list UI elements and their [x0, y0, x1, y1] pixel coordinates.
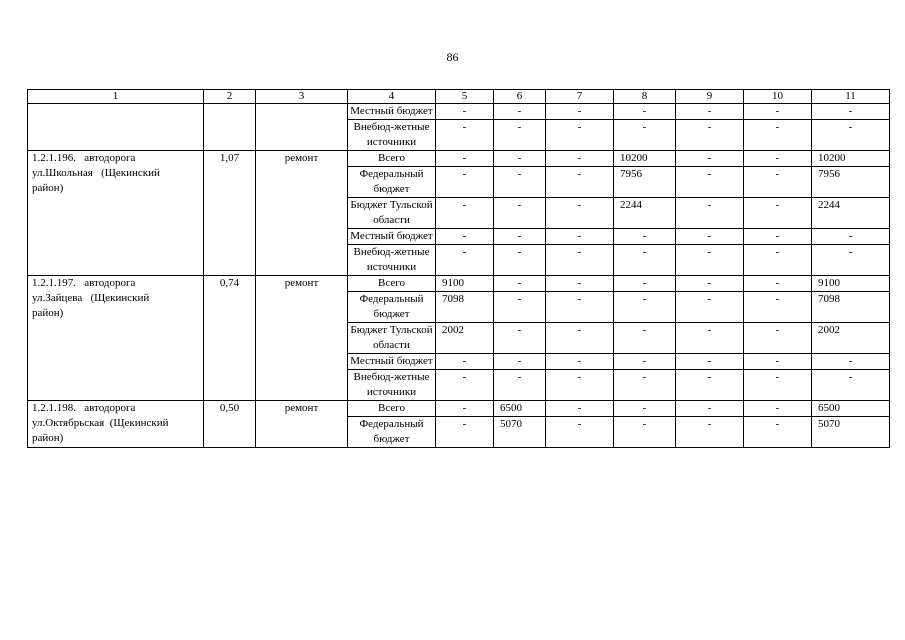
- column-header-9: 9: [676, 90, 744, 104]
- value-cell: 7098: [436, 292, 494, 323]
- value-cell: -: [436, 120, 494, 151]
- value-cell: 9100: [436, 276, 494, 292]
- value-cell: -: [676, 292, 744, 323]
- value-cell: -: [744, 198, 812, 229]
- value-cell: -: [436, 370, 494, 401]
- value-cell: -: [436, 151, 494, 167]
- value-cell: -: [744, 151, 812, 167]
- value-cell: 2002: [436, 323, 494, 354]
- item-name-cell: [28, 276, 204, 401]
- table-row: [28, 276, 890, 292]
- value-cell: -: [676, 120, 744, 151]
- column-header-11: 11: [812, 90, 890, 104]
- value-cell: -: [494, 245, 546, 276]
- column-header-2: 2: [204, 90, 256, 104]
- item-name-line: 1.2.1.197. автодорога: [32, 277, 136, 289]
- value-cell: -: [494, 151, 546, 167]
- value-cell: -: [614, 276, 676, 292]
- funding-source-cell: Всего: [348, 276, 436, 292]
- value-cell: -: [614, 370, 676, 401]
- value-cell: -: [744, 229, 812, 245]
- value-cell: 10200: [812, 151, 890, 167]
- funding-source-cell: Внебюд-жетные источники: [348, 120, 436, 151]
- item-name-line: ул.Школьная (Щекинский: [32, 167, 160, 179]
- item-name-line: район): [32, 432, 64, 444]
- value-cell: 10200: [614, 151, 676, 167]
- value-cell: -: [812, 120, 890, 151]
- header-row: [28, 90, 890, 104]
- value-cell: -: [744, 401, 812, 417]
- funding-source-cell: Местный бюджет: [348, 229, 436, 245]
- value-cell: -: [546, 167, 614, 198]
- value-cell: -: [436, 417, 494, 448]
- work-type-cell: ремонт: [256, 151, 348, 276]
- value-cell: -: [744, 120, 812, 151]
- value-cell: -: [494, 120, 546, 151]
- item-name-cell: [28, 104, 204, 151]
- value-cell: -: [546, 104, 614, 120]
- value-cell: -: [546, 198, 614, 229]
- table-body: [28, 104, 890, 448]
- column-header-6: 6: [494, 90, 546, 104]
- value-cell: -: [614, 245, 676, 276]
- value-cell: -: [744, 417, 812, 448]
- funding-source-cell: Местный бюджет: [348, 104, 436, 120]
- funding-source-cell: Бюджет Тульской области: [348, 198, 436, 229]
- value-cell: -: [676, 151, 744, 167]
- value-cell: -: [744, 276, 812, 292]
- value-cell: -: [676, 370, 744, 401]
- value-cell: -: [614, 292, 676, 323]
- work-type-cell: ремонт: [256, 276, 348, 401]
- value-cell: -: [494, 104, 546, 120]
- value-cell: -: [546, 370, 614, 401]
- value-cell: -: [494, 323, 546, 354]
- value-cell: 6500: [494, 401, 546, 417]
- column-header-1: 1: [28, 90, 204, 104]
- table-row: [28, 104, 890, 120]
- column-header-4: 4: [348, 90, 436, 104]
- value-cell: 6500: [812, 401, 890, 417]
- value-cell: -: [494, 370, 546, 401]
- value-cell: -: [676, 401, 744, 417]
- value-cell: -: [546, 292, 614, 323]
- value-cell: -: [812, 245, 890, 276]
- value-cell: -: [676, 323, 744, 354]
- column-header-10: 10: [744, 90, 812, 104]
- value-cell: -: [744, 323, 812, 354]
- funding-source-cell: Внебюд-жетные источники: [348, 245, 436, 276]
- length-cell: [204, 104, 256, 151]
- funding-source-cell: Федеральный бюджет: [348, 292, 436, 323]
- value-cell: -: [812, 229, 890, 245]
- value-cell: -: [676, 198, 744, 229]
- length-cell: 0,74: [204, 276, 256, 401]
- value-cell: -: [676, 229, 744, 245]
- length-cell: 1,07: [204, 151, 256, 276]
- value-cell: -: [546, 245, 614, 276]
- value-cell: -: [676, 276, 744, 292]
- value-cell: -: [812, 370, 890, 401]
- value-cell: -: [546, 276, 614, 292]
- value-cell: 7098: [812, 292, 890, 323]
- value-cell: -: [436, 198, 494, 229]
- value-cell: -: [546, 354, 614, 370]
- value-cell: 5070: [494, 417, 546, 448]
- item-name-line: 1.2.1.196. автодорога: [32, 152, 136, 164]
- funding-source-cell: Федеральный бюджет: [348, 417, 436, 448]
- value-cell: -: [436, 401, 494, 417]
- item-name-line: район): [32, 307, 64, 319]
- table-row: [28, 401, 890, 417]
- value-cell: -: [744, 167, 812, 198]
- value-cell: 2244: [614, 198, 676, 229]
- value-cell: -: [744, 370, 812, 401]
- value-cell: -: [436, 354, 494, 370]
- funding-source-cell: Федеральный бюджет: [348, 167, 436, 198]
- value-cell: -: [614, 354, 676, 370]
- value-cell: -: [546, 229, 614, 245]
- column-header-3: 3: [256, 90, 348, 104]
- item-name-line: ул.Октябрьская (Щекинский: [32, 417, 169, 429]
- value-cell: -: [744, 104, 812, 120]
- value-cell: -: [436, 104, 494, 120]
- item-name-cell: [28, 401, 204, 448]
- value-cell: -: [744, 245, 812, 276]
- item-name-line: ул.Зайцева (Щекинский: [32, 292, 150, 304]
- funding-source-cell: Внебюд-жетные источники: [348, 370, 436, 401]
- value-cell: 9100: [812, 276, 890, 292]
- value-cell: -: [436, 229, 494, 245]
- value-cell: -: [614, 104, 676, 120]
- value-cell: -: [614, 401, 676, 417]
- value-cell: 7956: [812, 167, 890, 198]
- funding-source-cell: Всего: [348, 151, 436, 167]
- value-cell: -: [744, 354, 812, 370]
- budget-table: [27, 89, 890, 448]
- value-cell: -: [494, 292, 546, 323]
- value-cell: 7956: [614, 167, 676, 198]
- value-cell: -: [676, 167, 744, 198]
- value-cell: -: [546, 323, 614, 354]
- value-cell: -: [494, 354, 546, 370]
- funding-source-cell: Бюджет Тульской области: [348, 323, 436, 354]
- value-cell: 5070: [812, 417, 890, 448]
- value-cell: -: [676, 245, 744, 276]
- value-cell: -: [436, 167, 494, 198]
- value-cell: -: [614, 120, 676, 151]
- value-cell: -: [676, 104, 744, 120]
- work-type-cell: ремонт: [256, 401, 348, 448]
- funding-source-cell: Местный бюджет: [348, 354, 436, 370]
- value-cell: -: [614, 323, 676, 354]
- value-cell: -: [494, 229, 546, 245]
- length-cell: 0,50: [204, 401, 256, 448]
- value-cell: -: [812, 104, 890, 120]
- value-cell: -: [494, 167, 546, 198]
- column-header-7: 7: [546, 90, 614, 104]
- item-name-line: район): [32, 182, 64, 194]
- work-type-cell: [256, 104, 348, 151]
- value-cell: -: [546, 401, 614, 417]
- funding-source-cell: Всего: [348, 401, 436, 417]
- value-cell: -: [546, 120, 614, 151]
- value-cell: -: [614, 417, 676, 448]
- value-cell: -: [614, 229, 676, 245]
- value-cell: -: [494, 276, 546, 292]
- value-cell: -: [546, 151, 614, 167]
- value-cell: -: [494, 198, 546, 229]
- column-header-5: 5: [436, 90, 494, 104]
- page-number: 86: [446, 50, 459, 64]
- value-cell: 2002: [812, 323, 890, 354]
- column-header-8: 8: [614, 90, 676, 104]
- value-cell: -: [546, 417, 614, 448]
- value-cell: -: [812, 354, 890, 370]
- item-name-cell: [28, 151, 204, 276]
- value-cell: -: [436, 245, 494, 276]
- value-cell: -: [676, 354, 744, 370]
- table-row: [28, 151, 890, 167]
- value-cell: -: [744, 292, 812, 323]
- value-cell: 2244: [812, 198, 890, 229]
- value-cell: -: [676, 417, 744, 448]
- item-name-line: 1.2.1.198. автодорога: [32, 402, 136, 414]
